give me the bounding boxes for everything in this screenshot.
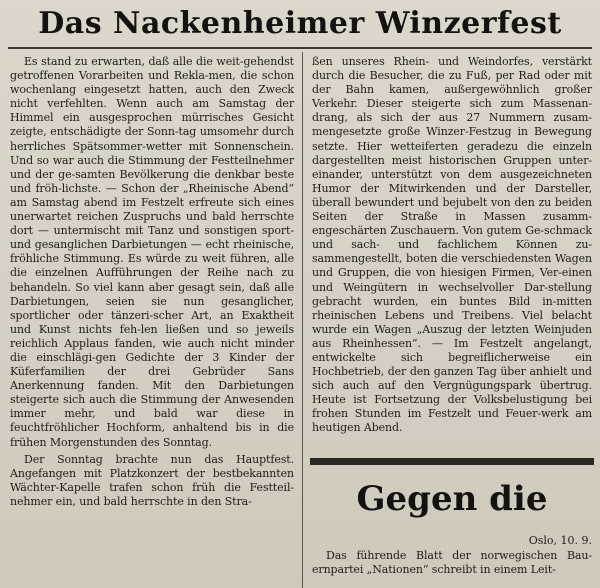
article-paragraph-3: ßen unseres Rhein- und Weindorfes, verstärkt durch die Besucher, die zu Fuß, per Rad oder mit der Bahn kamen, außergewöhnlich großer Verkehr. Dieser steigerte sich zum Massenan-drang, als sich der aus 27 Nummern zusam-mengesetzte große Winzer-Festzug in Bewegung setzte. Hier wetteiferten geradezu die einzeln dargestellten meist historischen Gruppen unter-einander, unterstützt von dem ausgezeichneten Humor der Mitwirkenden und der Darsteller, überall bewundert und bejubelt von den zu beiden Seiten der Straße in Massen zusamm-engeschärten Zuschauern. Von gutem Ge-schmack und sach- und fachlichem Können zu-sammengestellt, boten die verschiedensten Wagen und Gruppen, die von hiesigen Firmen, Ver-einen und Weingütern in wechselvoller Dar-stellung gebracht wurden, ein buntes Bild in-mitten rheinischen Lebens und Treibens. Viel belacht wurde ein Wagen „Auszug der letzten Weinjuden aus Rheinhessen“. — Im Festzelt angelangt, entwickelte sich begreiflicherweise ein Hochbetrieb, der den ganzen Tag über anhielt und sich auch auf den Vergnügungspark übertrug. Heute ist Fortsetzung der Volksbelustigung bei frohen Stunden im Festzelt und Feuer-werk am heutigen Abend. (312, 55, 592, 435)
article-left-column (10, 55, 294, 509)
second-article-dateline: Oslo, 10. 9. (528, 534, 592, 547)
article-paragraph-2: Der Sonntag brachte nun das Hauptfest. Angefangen mit Platzkonzert der bestbekannten Wächter-Kapelle trafen schon früh die Festteil-nehmer ein, und bald herrschte in den Stra- (10, 452, 294, 508)
article-separator-rule (310, 458, 594, 465)
article-paragraph-1: Es stand zu erwarten, daß alle die weit-gehendst getroffenen Vorarbeiten und Rekla-men, die schon wochenlang eingesetzt hatten, auch den Zweck nicht verfehlten. Wenn auch am Samstag der Himmel ein ausgesprochen mürrisches Gesicht zeigte, entschädigte der Sonn-tag umsomehr durch herrliches Spätsommer-wetter mit Sonnenschein. Und so war auch die Stimmung der Festteilnehmer und der ge-samten Bevölkerung die denkbar beste und fröh-lichste. — Schon der „Rheinische Abend“ am Samstag abend im Festzelt erfreute sich eines unerwartet reichen Zuspruchs und bald herrschte dort — untermischt mit Tanz und sonstigen sport- und gesanglichen Darbietungen — echt rheinische, fröhliche Stimmung. Es würde zu weit führen, alle die einzelnen Aufführungen der Reihe nach zu behandeln. So viel kann aber gesagt sein, daß alle Darbietungen, seien sie nun gesanglicher, sportlicher oder tänzeri-scher Art, an Exaktheit und Kunst nichts feh-len ließen und so jeweils reichlich Applaus fanden, wie auch nicht minder die einschlägi-gen Gedichte der 3 Kinder der Küferfamilien der drei Gebrüder Sans Anerkennung fanden. Mit den Darbietungen steigerte sich auch die Stimmung der Anwesenden immer mehr, und bald war diese in feuchtfröhlicher Hochform, anhaltend bis in die frühen Morgenstunden des Sonntag. (10, 55, 294, 449)
column-divider (302, 52, 303, 588)
second-article-text: Das führende Blatt der norwegischen Bau-ernpartei „Nationen“ schreibt in einem Leit- (312, 549, 592, 577)
article-headline: Das Nackenheimer Winzerfest (38, 6, 562, 41)
second-article-headline: Gegen die (356, 479, 548, 519)
article-right-column (312, 55, 592, 436)
headline-rule (8, 47, 592, 49)
second-article-column (312, 549, 592, 577)
